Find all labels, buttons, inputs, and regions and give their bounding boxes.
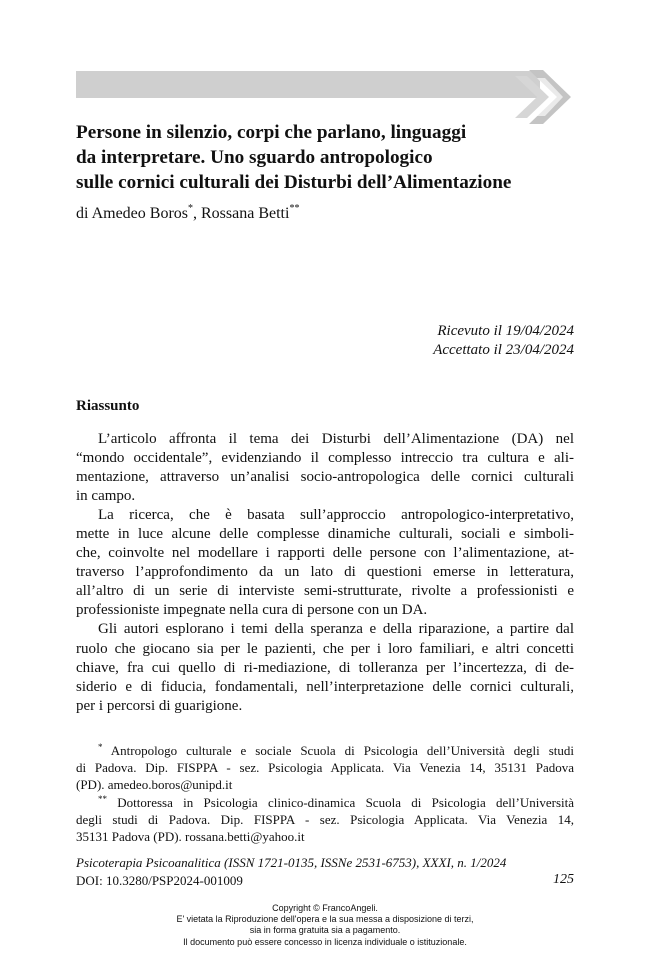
abstract-line: Gli autori esplorano i temi della speranza e della riparazione, a partire dal	[98, 621, 574, 638]
abstract-line: mette in luce alcune delle complesse dinamiche culturali, sociali e simboli-	[76, 526, 574, 543]
title-line: sulle cornici culturali dei Disturbi dell’Alimentazione	[76, 172, 512, 193]
header-bar	[76, 71, 540, 98]
received-date: Ricevuto il 19/04/2024	[437, 323, 574, 339]
footnote-mark: *	[98, 742, 103, 752]
article-title	[76, 120, 546, 195]
journal-citation: Psicoterapia Psicoanalitica (ISSN 1721-0135, ISSNe 2531-6753), XXXI, n. 1/2024	[76, 855, 507, 870]
abstract-paragraph	[76, 430, 574, 506]
abstract-line: in campo.	[76, 488, 136, 505]
abstract-line: mentazione, attraverso un’analisi socio-antropologica delle cornici culturali	[76, 469, 574, 486]
abstract-line: traverso l’approfondimento da un lato di questioni emerse in letteratura,	[76, 564, 574, 581]
footnote-mark: **	[98, 793, 107, 804]
section-heading: Riassunto	[76, 398, 140, 414]
footnote-text: Antropologo culturale e sociale Scuola di Psicologia dell’Università degli studi	[110, 743, 574, 758]
footnotes	[76, 742, 574, 845]
title-line: da interpretare. Uno sguardo antropologico	[76, 147, 433, 168]
copyright-notice	[0, 903, 650, 948]
abstract-line: La ricerca, che è basata sull’approccio antropologico-interpretativo,	[98, 507, 574, 524]
footnote-mark: *	[188, 203, 193, 214]
footnote-line	[76, 742, 574, 759]
copyright-line: Il documento può essere concesso in licenza individuale o istituzionale.	[183, 936, 467, 947]
authors-line	[76, 205, 299, 223]
abstract-line: L’articolo affronta il tema dei Disturbi dell’Alimentazione (DA) nel	[98, 431, 574, 447]
abstract-line: siderio e di fiducia, fondamentali, nell’interpretazione delle cornici culturali,	[76, 678, 574, 695]
chevron-right-icon	[515, 68, 575, 126]
footnote-line: (PD). amedeo.boros@unipd.it	[76, 777, 233, 793]
abstract-paragraph	[76, 620, 574, 715]
abstract-body	[76, 430, 574, 716]
page-number: 125	[553, 872, 574, 887]
doi-link[interactable]: DOI: 10.3280/PSP2024-001009	[76, 873, 243, 888]
footnote-line	[76, 794, 574, 811]
dates-block	[433, 322, 574, 360]
footnote-mark: **	[289, 203, 300, 214]
abstract-line: per i percorsi di guarigione.	[76, 697, 243, 714]
footnote-line: 35131 Padova (PD). rossana.betti@yahoo.it	[76, 828, 305, 844]
abstract-paragraph	[76, 506, 574, 620]
footnote-line: degli studi di Padova. Dip. FISPPA - sez. Psicologia Applicata. Via Venezia 14,	[76, 811, 574, 827]
accepted-date: Accettato il 23/04/2024	[433, 342, 574, 358]
title-line: Persone in silenzio, corpi che parlano, linguaggi	[76, 122, 467, 143]
abstract-line: professioniste impegnate nella cura di persone con un DA.	[76, 602, 428, 619]
abstract-line: all’altro di un serie di interviste semi-strutturate, rivolte a professionisti e	[76, 583, 574, 600]
abstract-line: “mondo occidentale”, evidenziando il complesso intreccio tra cultura e ali-	[76, 450, 574, 467]
author-second: , Rossana Betti	[193, 205, 290, 222]
copyright-line: sia in forma gratuita sia a pagamento.	[249, 925, 401, 936]
footnote-text: Dottoressa in Psicologia clinico-dinamica Scuola di Psicologia dell’Università	[117, 794, 574, 810]
abstract-line: ruolo che giocano sia per le pazienti, che per i loro familiari, e altri concetti	[76, 640, 574, 657]
copyright-line: Copyright © FrancoAngeli.	[272, 903, 378, 913]
copyright-line: E' vietata la Riproduzione dell'opera e la sua messa a disposizione di terzi,	[176, 914, 474, 925]
author-first: di Amedeo Boros	[76, 205, 188, 222]
abstract-line: chiave, fra cui quello di ri-mediazione, di tolleranza per l’incertezza, di de-	[76, 659, 574, 676]
abstract-line: che, coinvolte nel modellare i rapporti delle persone con l’alimentazione, at-	[76, 545, 574, 562]
footnote-line: di Padova. Dip. FISPPA - sez. Psicologia Applicata. Via Venezia 14, 35131 Padova	[76, 760, 574, 776]
